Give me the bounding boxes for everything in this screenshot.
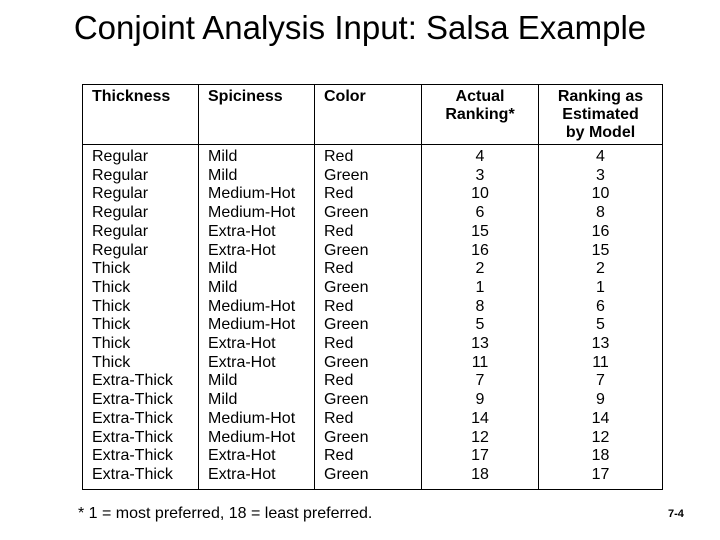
cell-estimated: 17 (539, 466, 663, 489)
cell-estimated: 15 (539, 242, 663, 261)
cell-actual: 1 (422, 279, 539, 298)
header-color: Color (315, 85, 422, 145)
cell-color: Green (315, 466, 422, 489)
cell-color: Red (315, 260, 422, 279)
cell-estimated: 14 (539, 410, 663, 429)
table-row (83, 279, 663, 298)
cell-color: Red (315, 447, 422, 466)
cell-color: Green (315, 429, 422, 448)
cell-actual: 5 (422, 316, 539, 335)
cell-spiciness: Medium-Hot (199, 429, 315, 448)
cell-estimated: 1 (539, 279, 663, 298)
footnote: * 1 = most preferred, 18 = least preferred. (78, 505, 373, 522)
table-row (83, 223, 663, 242)
cell-estimated: 10 (539, 185, 663, 204)
cell-actual: 11 (422, 354, 539, 373)
cell-spiciness: Mild (199, 145, 315, 167)
cell-spiciness: Medium-Hot (199, 298, 315, 317)
table-row (83, 316, 663, 335)
cell-actual: 18 (422, 466, 539, 489)
cell-thickness: Thick (83, 335, 199, 354)
cell-thickness: Regular (83, 145, 199, 167)
table-row (83, 447, 663, 466)
cell-spiciness: Mild (199, 279, 315, 298)
cell-color: Red (315, 410, 422, 429)
cell-thickness: Thick (83, 260, 199, 279)
cell-thickness: Thick (83, 279, 199, 298)
cell-estimated: 18 (539, 447, 663, 466)
cell-color: Green (315, 167, 422, 186)
table-body (83, 145, 663, 490)
cell-spiciness: Medium-Hot (199, 185, 315, 204)
cell-estimated: 2 (539, 260, 663, 279)
table-header-row (83, 85, 663, 145)
slide-title: Conjoint Analysis Input: Salsa Example (73, 9, 647, 46)
table-row (83, 167, 663, 186)
cell-estimated: 13 (539, 335, 663, 354)
cell-thickness: Thick (83, 316, 199, 335)
table-row (83, 410, 663, 429)
table-row (83, 185, 663, 204)
cell-thickness: Regular (83, 223, 199, 242)
cell-actual: 3 (422, 167, 539, 186)
cell-estimated: 3 (539, 167, 663, 186)
cell-actual: 12 (422, 429, 539, 448)
cell-spiciness: Extra-Hot (199, 223, 315, 242)
cell-thickness: Regular (83, 242, 199, 261)
header-estimated-line3: by Model (565, 124, 636, 141)
cell-actual: 8 (422, 298, 539, 317)
cell-spiciness: Mild (199, 260, 315, 279)
cell-actual: 9 (422, 391, 539, 410)
cell-color: Green (315, 279, 422, 298)
cell-thickness: Regular (83, 185, 199, 204)
cell-spiciness: Extra-Hot (199, 354, 315, 373)
cell-thickness: Extra-Thick (83, 391, 199, 410)
cell-color: Red (315, 145, 422, 167)
cell-color: Red (315, 335, 422, 354)
cell-actual: 15 (422, 223, 539, 242)
table-row (83, 204, 663, 223)
table-row (83, 354, 663, 373)
cell-color: Red (315, 223, 422, 242)
cell-spiciness: Extra-Hot (199, 447, 315, 466)
cell-color: Green (315, 354, 422, 373)
table-row (83, 298, 663, 317)
cell-estimated: 11 (539, 354, 663, 373)
cell-thickness: Regular (83, 204, 199, 223)
cell-spiciness: Mild (199, 372, 315, 391)
table-row (83, 429, 663, 448)
cell-color: Red (315, 372, 422, 391)
cell-actual: 4 (422, 145, 539, 167)
table-row (83, 335, 663, 354)
table-row (83, 391, 663, 410)
cell-estimated: 5 (539, 316, 663, 335)
cell-actual: 16 (422, 242, 539, 261)
cell-thickness: Extra-Thick (83, 372, 199, 391)
cell-color: Green (315, 391, 422, 410)
header-estimated-line1: Ranking as (557, 88, 644, 105)
cell-thickness: Thick (83, 298, 199, 317)
cell-thickness: Extra-Thick (83, 410, 199, 429)
cell-spiciness: Medium-Hot (199, 316, 315, 335)
cell-color: Green (315, 204, 422, 223)
cell-estimated: 4 (539, 145, 663, 167)
cell-spiciness: Extra-Hot (199, 466, 315, 489)
cell-color: Green (315, 242, 422, 261)
cell-estimated: 7 (539, 372, 663, 391)
cell-actual: 7 (422, 372, 539, 391)
salsa-ranking-table (82, 84, 663, 490)
header-actual-ranking (422, 85, 539, 145)
cell-thickness: Regular (83, 167, 199, 186)
header-actual-line1: Actual (455, 88, 505, 105)
cell-estimated: 6 (539, 298, 663, 317)
header-estimated-ranking (539, 85, 663, 145)
cell-color: Green (315, 316, 422, 335)
page-number: 7-4 (668, 508, 684, 520)
header-spiciness: Spiciness (199, 85, 315, 145)
cell-thickness: Extra-Thick (83, 429, 199, 448)
cell-actual: 17 (422, 447, 539, 466)
cell-estimated: 8 (539, 204, 663, 223)
table-row (83, 466, 663, 489)
table-row (83, 260, 663, 279)
cell-spiciness: Mild (199, 391, 315, 410)
cell-actual: 2 (422, 260, 539, 279)
cell-spiciness: Medium-Hot (199, 204, 315, 223)
table-row (83, 145, 663, 167)
cell-spiciness: Medium-Hot (199, 410, 315, 429)
cell-estimated: 12 (539, 429, 663, 448)
cell-actual: 13 (422, 335, 539, 354)
table-row (83, 372, 663, 391)
cell-spiciness: Extra-Hot (199, 242, 315, 261)
cell-spiciness: Extra-Hot (199, 335, 315, 354)
header-thickness: Thickness (83, 85, 199, 145)
cell-estimated: 9 (539, 391, 663, 410)
header-estimated-line2: Estimated (562, 106, 639, 123)
cell-thickness: Extra-Thick (83, 447, 199, 466)
cell-thickness: Extra-Thick (83, 466, 199, 489)
header-actual-line2: Ranking* (445, 106, 515, 123)
cell-color: Red (315, 298, 422, 317)
cell-color: Red (315, 185, 422, 204)
cell-estimated: 16 (539, 223, 663, 242)
cell-actual: 6 (422, 204, 539, 223)
cell-thickness: Thick (83, 354, 199, 373)
table-row (83, 242, 663, 261)
cell-spiciness: Mild (199, 167, 315, 186)
cell-actual: 14 (422, 410, 539, 429)
cell-actual: 10 (422, 185, 539, 204)
